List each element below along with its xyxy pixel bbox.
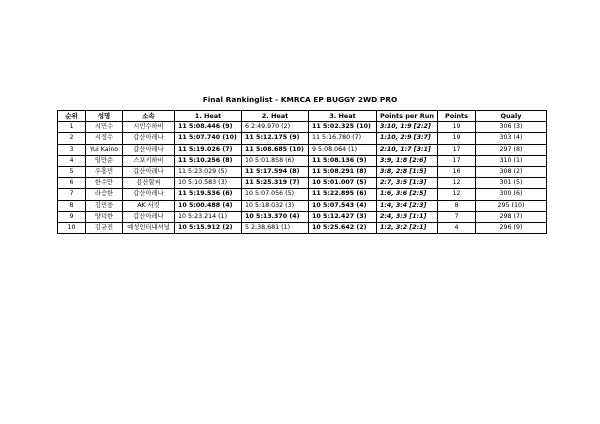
points-cell: 19 xyxy=(438,133,476,144)
club-cell: 갑산아레나 xyxy=(123,189,175,200)
col-heat3-header: 3. Heat xyxy=(309,111,377,122)
heat2-cell: 6 2:49.970 (2) xyxy=(242,122,309,133)
club-cell: 갑산아레나 xyxy=(123,166,175,177)
heat2-cell: 10 5:01.858 (6) xyxy=(242,155,309,166)
ppr-cell: 1:2, 3:2 [2:1] xyxy=(377,222,438,233)
points-cell: 16 xyxy=(438,166,476,177)
heat2-cell: 10 5:07.056 (5) xyxy=(242,189,309,200)
ppr-cell: 3:8, 2:8 [1:5] xyxy=(377,166,438,177)
rank-cell: 5 xyxy=(58,166,86,177)
points-cell: 7 xyxy=(438,211,476,222)
ppr-cell: 3:10, 1:9 [2:2] xyxy=(377,122,438,133)
heat1-cell: 10 5:00.488 (4) xyxy=(175,200,242,211)
heat2-cell: 10 5:13.370 (4) xyxy=(242,211,309,222)
col-name-header: 성명 xyxy=(86,111,123,122)
qualy-cell: 297 (8) xyxy=(476,144,547,155)
heat3-cell: 10 5:07.543 (4) xyxy=(309,200,377,211)
heat1-cell: 10 5:15.912 (2) xyxy=(175,222,242,233)
heat2-cell: 10 5:18.032 (3) xyxy=(242,200,309,211)
heat3-cell: 11 5:02.325 (10) xyxy=(309,122,377,133)
club-cell: 예성인터내셔널 xyxy=(123,222,175,233)
points-cell: 12 xyxy=(438,178,476,189)
table-row xyxy=(58,166,547,177)
page-title: Final Rankinglist - KMRCA EP BUGGY 2WD PRO xyxy=(202,95,398,104)
name-cell: 시정수 xyxy=(86,133,123,144)
col-club-header: 소속 xyxy=(123,111,175,122)
club-cell: 갑산아레나 xyxy=(123,144,175,155)
table-row xyxy=(58,122,547,133)
heat1-cell: 11 5:08.446 (9) xyxy=(175,122,242,133)
col-rank-header: 순위 xyxy=(58,111,86,122)
heat3-cell: 10 5:12.427 (3) xyxy=(309,211,377,222)
table-row xyxy=(58,189,547,200)
header-row xyxy=(58,111,547,122)
name-cell: 김민웅 xyxy=(86,200,123,211)
rank-cell: 8 xyxy=(58,200,86,211)
club-cell: 갑산아레나 xyxy=(123,211,175,222)
heat3-cell: 11 5:16.780 (7) xyxy=(309,133,377,144)
club-cell: 시민수하비 xyxy=(123,122,175,133)
name-cell: 임만순 xyxy=(86,155,123,166)
name-cell: 한수만 xyxy=(86,178,123,189)
points-cell: 4 xyxy=(438,222,476,233)
heat3-cell: 9 5:08.064 (1) xyxy=(309,144,377,155)
col-heat2-header: 2. Heat xyxy=(242,111,309,122)
qualy-cell: 301 (5) xyxy=(476,178,547,189)
table-row xyxy=(58,222,547,233)
heat2-cell: 11 5:12.175 (9) xyxy=(242,133,309,144)
ppr-cell: 2:7, 3:5 [1:3] xyxy=(377,178,438,189)
points-cell: 17 xyxy=(438,144,476,155)
heat1-cell: 11 5:07.740 (10) xyxy=(175,133,242,144)
rank-cell: 10 xyxy=(58,222,86,233)
club-cell: 스포키하비 xyxy=(123,155,175,166)
name-cell: 우홍민 xyxy=(86,166,123,177)
points-cell: 12 xyxy=(438,189,476,200)
rank-cell: 3 xyxy=(58,144,86,155)
ppr-cell: 2:10, 1:7 [3:1] xyxy=(377,144,438,155)
ppr-cell: 1:4, 3:4 [2:3] xyxy=(377,200,438,211)
heat1-cell: 11 5:19.536 (6) xyxy=(175,189,242,200)
ranking-table xyxy=(57,110,547,234)
qualy-cell: 296 (9) xyxy=(476,222,547,233)
col-qualy-header: Qualy xyxy=(476,111,547,122)
heat3-cell: 11 5:08.136 (9) xyxy=(309,155,377,166)
club-cell: 갑산아레나 xyxy=(123,133,175,144)
heat2-cell: 11 5:08.685 (10) xyxy=(242,144,309,155)
heat2-cell: 11 5:25.319 (7) xyxy=(242,178,309,189)
heat3-cell: 10 5:01.007 (5) xyxy=(309,178,377,189)
table-row xyxy=(58,155,547,166)
points-cell: 19 xyxy=(438,122,476,133)
heat1-cell: 11 5:23.029 (5) xyxy=(175,166,242,177)
club-cell: 용산할씨 xyxy=(123,178,175,189)
ppr-cell: 1:6, 3:6 [2:5] xyxy=(377,189,438,200)
table-row xyxy=(58,211,547,222)
heat1-cell: 10 5:10.583 (3) xyxy=(175,178,242,189)
name-cell: 라승한 xyxy=(86,189,123,200)
rank-cell: 6 xyxy=(58,178,86,189)
ppr-cell: 1:10, 2:9 [3:7] xyxy=(377,133,438,144)
rank-cell: 9 xyxy=(58,211,86,222)
qualy-cell: 306 (3) xyxy=(476,122,547,133)
qualy-cell: 310 (1) xyxy=(476,155,547,166)
qualy-cell: 308 (2) xyxy=(476,166,547,177)
ppr-cell: 3:9, 1:8 [2:6] xyxy=(377,155,438,166)
heat1-cell: 11 5:10.256 (8) xyxy=(175,155,242,166)
name-cell: 시민수 xyxy=(86,122,123,133)
heat3-cell: 11 5:08.291 (8) xyxy=(309,166,377,177)
table-row xyxy=(58,200,547,211)
points-cell: 17 xyxy=(438,155,476,166)
rank-cell: 4 xyxy=(58,155,86,166)
table-row xyxy=(58,178,547,189)
rank-cell: 7 xyxy=(58,189,86,200)
heat2-cell: 11 5:17.594 (8) xyxy=(242,166,309,177)
heat3-cell: 10 5:25.642 (2) xyxy=(309,222,377,233)
rank-cell: 1 xyxy=(58,122,86,133)
heat1-cell: 11 5:19.026 (7) xyxy=(175,144,242,155)
ppr-cell: 2:4, 3:3 [1:1] xyxy=(377,211,438,222)
table-row xyxy=(58,133,547,144)
name-cell: 김규진 xyxy=(86,222,123,233)
table-row xyxy=(58,144,547,155)
heat1-cell: 10 5:23.214 (1) xyxy=(175,211,242,222)
rank-cell: 2 xyxy=(58,133,86,144)
qualy-cell: 298 (7) xyxy=(476,211,547,222)
qualy-cell: 295 (10) xyxy=(476,200,547,211)
col-heat1-header: 1. Heat xyxy=(175,111,242,122)
club-cell: AK 서킷 xyxy=(123,200,175,211)
points-cell: 8 xyxy=(438,200,476,211)
col-ppr-header: Points per Run xyxy=(377,111,438,122)
qualy-cell: 303 (4) xyxy=(476,133,547,144)
name-cell: Yui Kaino xyxy=(86,144,123,155)
heat2-cell: 5 2:38.681 (1) xyxy=(242,222,309,233)
name-cell: 양덕한 xyxy=(86,211,123,222)
qualy-cell: 300 (6) xyxy=(476,189,547,200)
heat3-cell: 11 5:22.895 (6) xyxy=(309,189,377,200)
col-points-header: Points xyxy=(438,111,476,122)
